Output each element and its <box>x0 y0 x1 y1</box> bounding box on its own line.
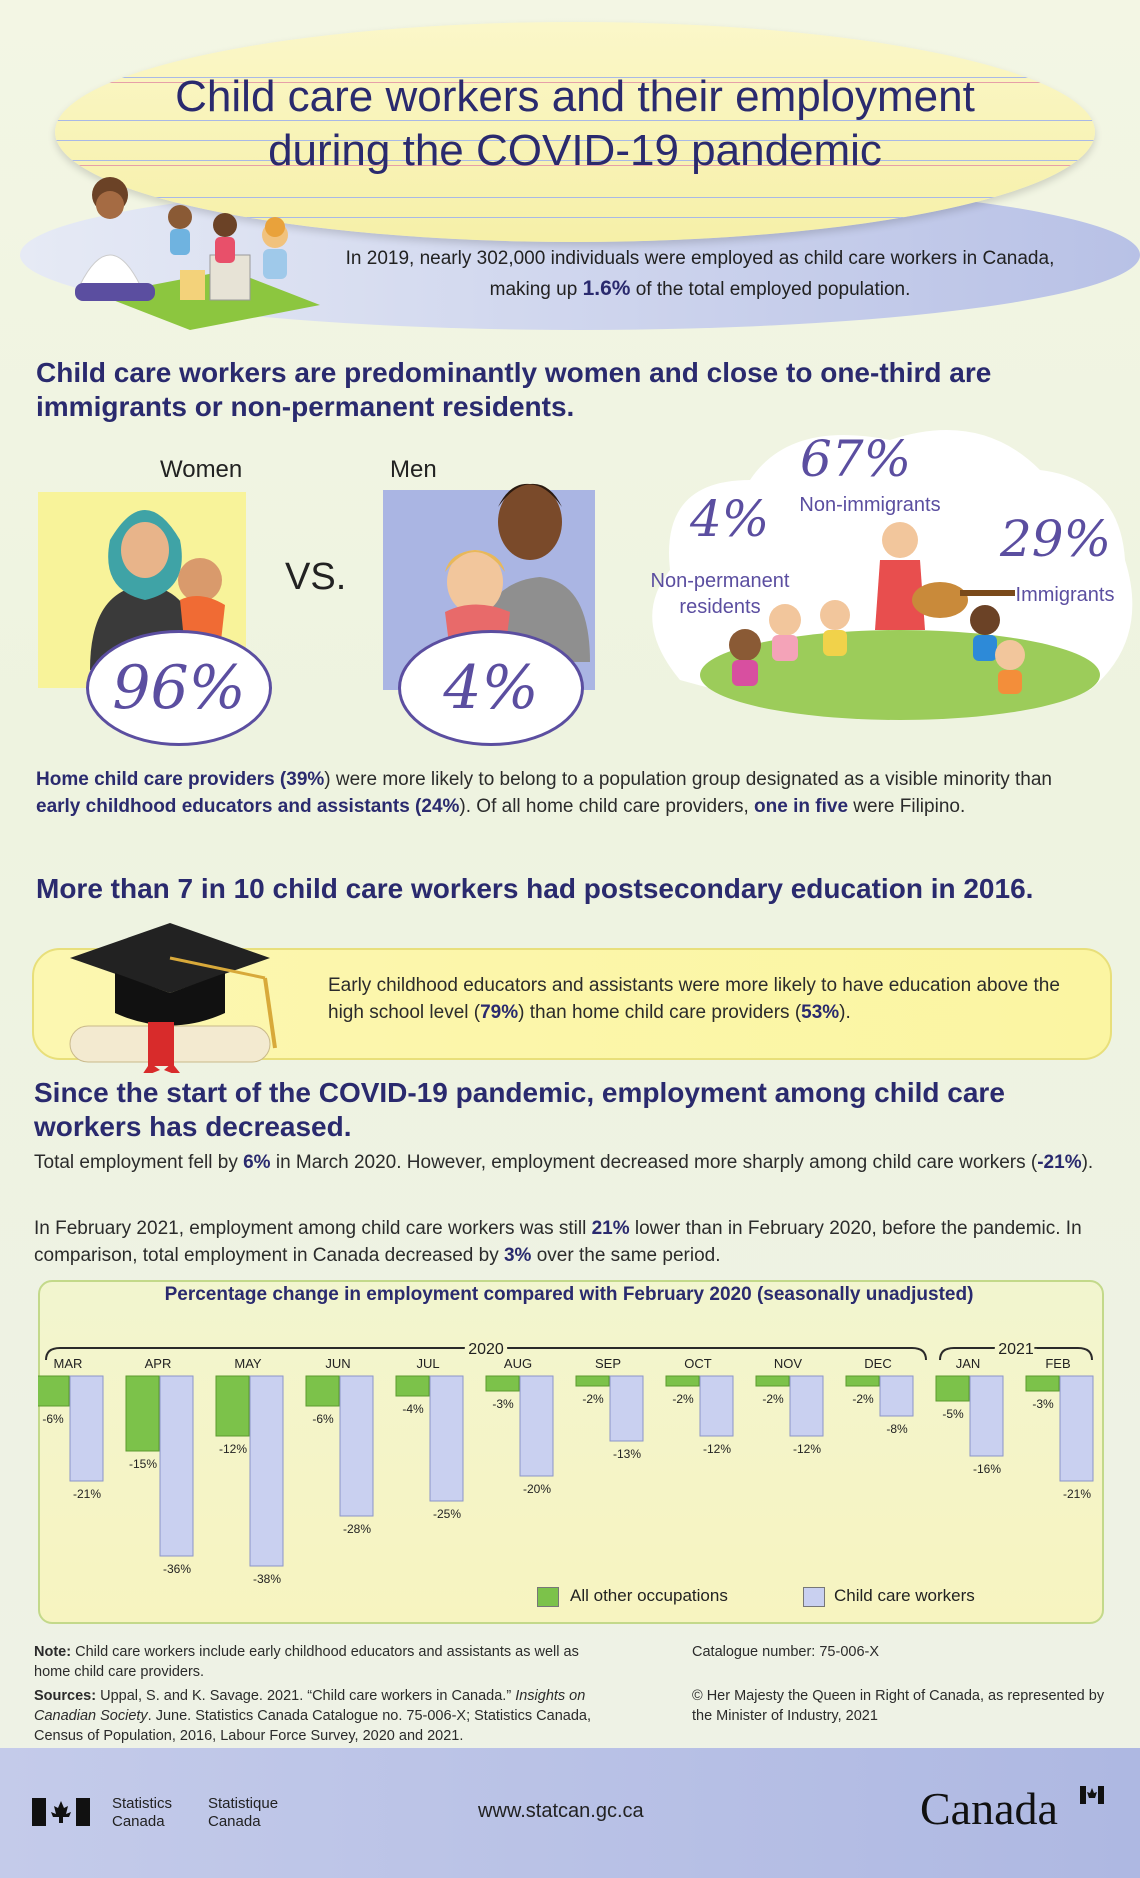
data-label-all-other: -3% <box>1032 1397 1054 1411</box>
data-label-child-care: -28% <box>342 1522 372 1536</box>
bar-child-care-workers <box>610 1376 643 1441</box>
women-label: Women <box>160 456 243 483</box>
bar-child-care-workers <box>700 1376 733 1436</box>
data-label-all-other: -15% <box>128 1457 158 1471</box>
data-label-child-care: -38% <box>252 1572 282 1586</box>
wordmark-flag-icon <box>1080 1786 1104 1804</box>
section3-heading: Since the start of the COVID-19 pandemic, employment among child care workers has decreased. <box>34 1077 1005 1142</box>
men-label: Men <box>390 456 437 483</box>
men-percent: 4% <box>398 630 584 746</box>
category-label: JUL <box>416 1356 440 1371</box>
bar-all-other-occupations <box>666 1376 699 1386</box>
bar-child-care-workers <box>340 1376 373 1516</box>
non-immigrants-percent: 67% <box>800 430 912 488</box>
bar-child-care-workers <box>880 1376 913 1416</box>
vs-label: VS. <box>285 556 347 598</box>
employment-bar-chart <box>38 1320 1100 1620</box>
bar-all-other-occupations <box>38 1376 69 1406</box>
category-label: MAY <box>234 1356 262 1371</box>
category-label: SEP <box>594 1356 622 1371</box>
bar-child-care-workers <box>970 1376 1003 1456</box>
bar-all-other-occupations <box>486 1376 519 1391</box>
data-label-child-care: -12% <box>702 1442 732 1456</box>
bar-all-other-occupations <box>216 1376 249 1436</box>
employment-text-1: Total employment fell by 6% in March 2020. However, employment decreased more sharply among child care workers (-21%). <box>34 1152 1094 1173</box>
visible-minority-text: Home child care providers (39%) were more likely to belong to a population group designated as a visible minority than early childhood educators and assistants (24%). Of all home child care providers, one in five were Filipino. <box>36 769 1052 817</box>
bar-all-other-occupations <box>576 1376 609 1386</box>
women-percent: 96% <box>86 630 272 746</box>
copyright-text: © Her Majesty the Queen in Right of Canada, as represented by the Minister of Industry, 2021 <box>692 1688 1105 1724</box>
intro-text: In 2019, nearly 302,000 individuals were employed as child care workers in Canada, making up 1.6% of the total employed population. <box>345 248 1055 300</box>
category-label: DEC <box>864 1356 892 1371</box>
bar-all-other-occupations <box>1026 1376 1059 1391</box>
data-label-all-other: -2% <box>762 1392 784 1406</box>
sources-text: Sources: Uppal, S. and K. Savage. 2021. “Child care workers in Canada.” Insights on Canadian Society. June. Statistics Canada Catalogue no. 75-006-X; Statistics Canada, Census of Population, 2016, Labour Force Survey, 2020 and 2021. <box>34 1688 591 1744</box>
legend-label-childcare: Child care workers <box>834 1586 975 1605</box>
legend-swatch-childcare <box>803 1587 825 1607</box>
kids-playing-illustration <box>60 175 370 335</box>
bar-all-other-occupations <box>126 1376 159 1451</box>
data-label-all-other: -5% <box>942 1407 964 1421</box>
category-label: JAN <box>955 1356 981 1371</box>
education-text: Early childhood educators and assistants were more likely to have education above the high school level (79%) than home child care providers (53%). <box>328 975 1060 1023</box>
data-label-child-care: -8% <box>886 1422 908 1436</box>
data-label-child-care: -21% <box>72 1487 102 1501</box>
category-label: AUG <box>503 1356 533 1371</box>
data-label-all-other: -12% <box>218 1442 248 1456</box>
bar-child-care-workers <box>160 1376 193 1556</box>
bar-child-care-workers <box>1060 1376 1093 1481</box>
legend-swatch-other <box>537 1587 559 1607</box>
legend-label-other: All other occupations <box>570 1586 728 1605</box>
category-label: JUN <box>325 1356 351 1371</box>
immigrants-percent: 29% <box>1000 510 1112 568</box>
statcan-english: Statistics Canada <box>112 1795 173 1830</box>
data-label-child-care: -36% <box>162 1562 192 1576</box>
data-label-child-care: -21% <box>1062 1487 1092 1501</box>
statcan-french: Statistique Canada <box>208 1795 279 1830</box>
data-label-all-other: -2% <box>582 1392 604 1406</box>
data-label-child-care: -13% <box>612 1447 642 1461</box>
year-label-2020: 2020 <box>468 1341 504 1358</box>
bar-all-other-occupations <box>846 1376 879 1386</box>
data-label-all-other: -3% <box>492 1397 514 1411</box>
bar-all-other-occupations <box>936 1376 969 1401</box>
data-label-child-care: -12% <box>792 1442 822 1456</box>
category-label: OCT <box>684 1356 712 1371</box>
bar-child-care-workers <box>430 1376 463 1501</box>
bar-child-care-workers <box>790 1376 823 1436</box>
canada-flag-icon <box>32 1798 90 1826</box>
canada-wordmark: Canada <box>920 1783 1058 1834</box>
category-label: NOV <box>773 1356 803 1371</box>
section1-heading: Child care workers are predominantly women and close to one-third are immigrants or non-permanent residents. <box>36 357 992 422</box>
bar-all-other-occupations <box>756 1376 789 1386</box>
data-label-all-other: -4% <box>402 1402 424 1416</box>
page-title: Child care workers and their employment during the COVID-19 pandemic <box>175 72 975 175</box>
category-label: APR <box>144 1356 172 1371</box>
employment-text-2: In February 2021, employment among child care workers was still 21% lower than in February 2020, before the pandemic. In comparison, total employment in Canada decreased by 3% over the same period. <box>34 1218 1082 1266</box>
bar-child-care-workers <box>250 1376 283 1566</box>
graduation-cap-icon <box>60 918 300 1073</box>
non-immigrants-label: Non-immigrants <box>799 494 941 516</box>
data-label-child-care: -20% <box>522 1482 552 1496</box>
immigrants-label: Immigrants <box>1015 584 1115 606</box>
data-label-all-other: -6% <box>312 1412 334 1426</box>
data-label-all-other: -2% <box>852 1392 874 1406</box>
data-label-child-care: -16% <box>972 1462 1002 1476</box>
non-permanent-label: Non-permanent residents <box>650 570 790 618</box>
year-label-2021: 2021 <box>998 1341 1034 1358</box>
chart-title: Percentage change in employment compared with February 2020 (seasonally unadjusted) <box>164 1284 974 1305</box>
non-permanent-percent: 4% <box>690 490 770 548</box>
section2-heading: More than 7 in 10 child care workers had postsecondary education in 2016. <box>36 873 1034 904</box>
category-label: MAR <box>53 1356 83 1371</box>
data-label-all-other: -6% <box>42 1412 64 1426</box>
data-label-all-other: -2% <box>672 1392 694 1406</box>
data-label-child-care: -25% <box>432 1507 462 1521</box>
category-label: FEB <box>1045 1356 1071 1371</box>
bar-child-care-workers <box>520 1376 553 1476</box>
bar-all-other-occupations <box>396 1376 429 1396</box>
bar-child-care-workers <box>70 1376 103 1481</box>
website-link[interactable]: www.statcan.gc.ca <box>478 1800 644 1822</box>
bar-all-other-occupations <box>306 1376 339 1406</box>
catalogue-number: Catalogue number: 75-006-X <box>692 1644 880 1660</box>
note-text: Note: Child care workers include early childhood educators and assistants as well as home child care providers. <box>34 1644 579 1680</box>
